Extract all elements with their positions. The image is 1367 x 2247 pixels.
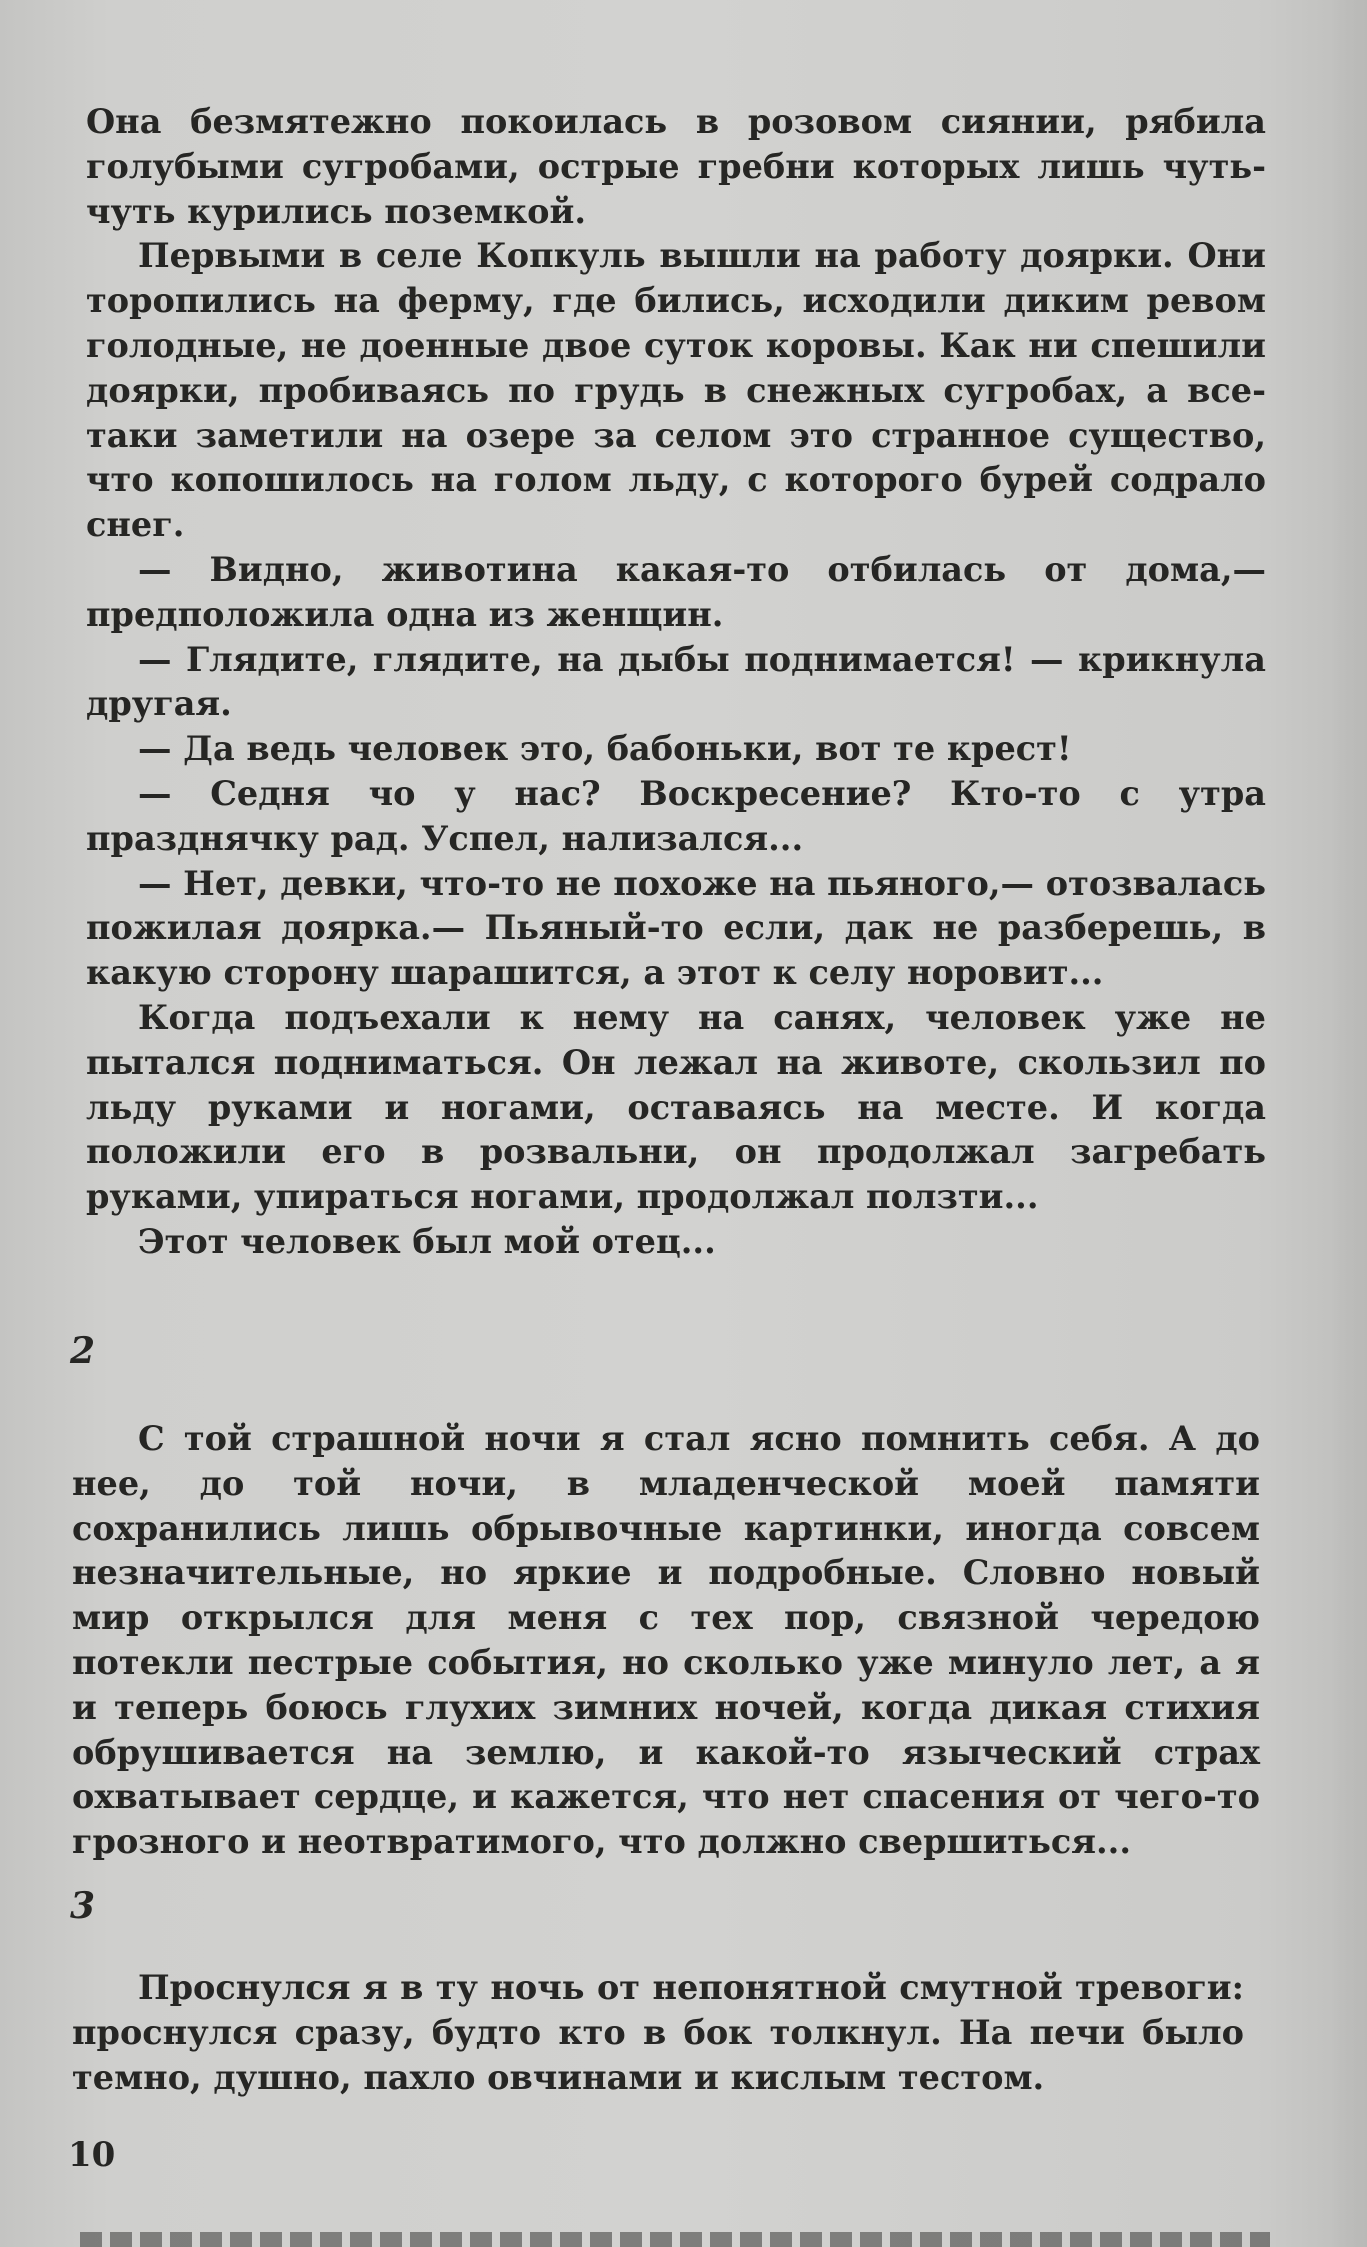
section-2-text bbox=[72, 1417, 1260, 1865]
paragraph: Проснулся я в ту ночь от непонятной смутной тревоги: проснулся сразу, будто кто в бок толкнул. На печи было темно, душно, пахло овчинами и кислым тестом. bbox=[72, 1968, 1244, 2097]
paragraph: С той страшной ночи я стал ясно помнить себя. А до нее, до той ночи, в младенческой моей памяти сохранились лишь обрывочные картинки, иногда совсем незначительные, но яркие и подробные. Словно новый мир открылся для меня с тех пор, связной чередою потекли пестрые события, но сколько уже минуло лет, а я и теперь боюсь глухих зимних ночей, когда дикая стихия обрушивается на землю, и какой-то языческий страх охватывает сердце, и кажется, что нет спасения от чего-то грозного и неотвратимого, что должно свершиться... bbox=[72, 1419, 1260, 1862]
page-number: 10 bbox=[68, 2135, 116, 2175]
paragraph: — Глядите, глядите, на дыбы поднимается! — крикнула другая. bbox=[86, 639, 1266, 724]
section-number-2: 2 bbox=[70, 1330, 96, 1372]
paragraph: — Седня чо у нас? Воскресение? Кто-то с утра празднячку рад. Успел, нализался... bbox=[86, 773, 1266, 858]
paragraph: Первыми в селе Копкуль вышли на работу доярки. Они торопились на ферму, где бились, исходили диким ревом голодные, не доенные двое суток коровы. Как ни спешили доярки, пробиваясь по грудь в снежных сугробах, а все-таки заметили на озере за селом это странное существо, что копошилось на голом льду, с которого бурей содрало снег. bbox=[86, 236, 1266, 545]
paragraph: Этот человек был мой отец... bbox=[138, 1221, 716, 1261]
section-3-text bbox=[72, 1966, 1244, 2100]
paragraph: — Нет, девки, что-то не похоже на пьяного,— отозвалась пожилая доярка.— Пьяный-то если, дак не разберешь, в какую сторону шарашится, а этот к селу норовит... bbox=[86, 863, 1266, 993]
paragraph: — Да ведь человек это, бабоньки, вот те крест! bbox=[138, 729, 1072, 769]
paragraph: Когда подъехали к нему на санях, человек уже не пытался подниматься. Он лежал на животе, скользил по льду руками и ногами, оставаясь на месте. И когда положили его в розвальни, он продолжал загребать руками, упираться ногами, продолжал ползти... bbox=[86, 997, 1266, 1217]
section-1-text bbox=[86, 100, 1266, 1265]
next-page-edge bbox=[80, 2232, 1270, 2247]
section-number-3: 3 bbox=[70, 1885, 96, 1927]
paragraph: Она безмятежно покоилась в розовом сиянии, рябила голубыми сугробами, острые гребни которых лишь чуть-чуть курились поземкой. bbox=[86, 102, 1266, 231]
page-edge-shadow bbox=[1331, 0, 1367, 2247]
paragraph: — Видно, животина какая-то отбилась от дома,— предположила одна из женщин. bbox=[86, 549, 1266, 634]
